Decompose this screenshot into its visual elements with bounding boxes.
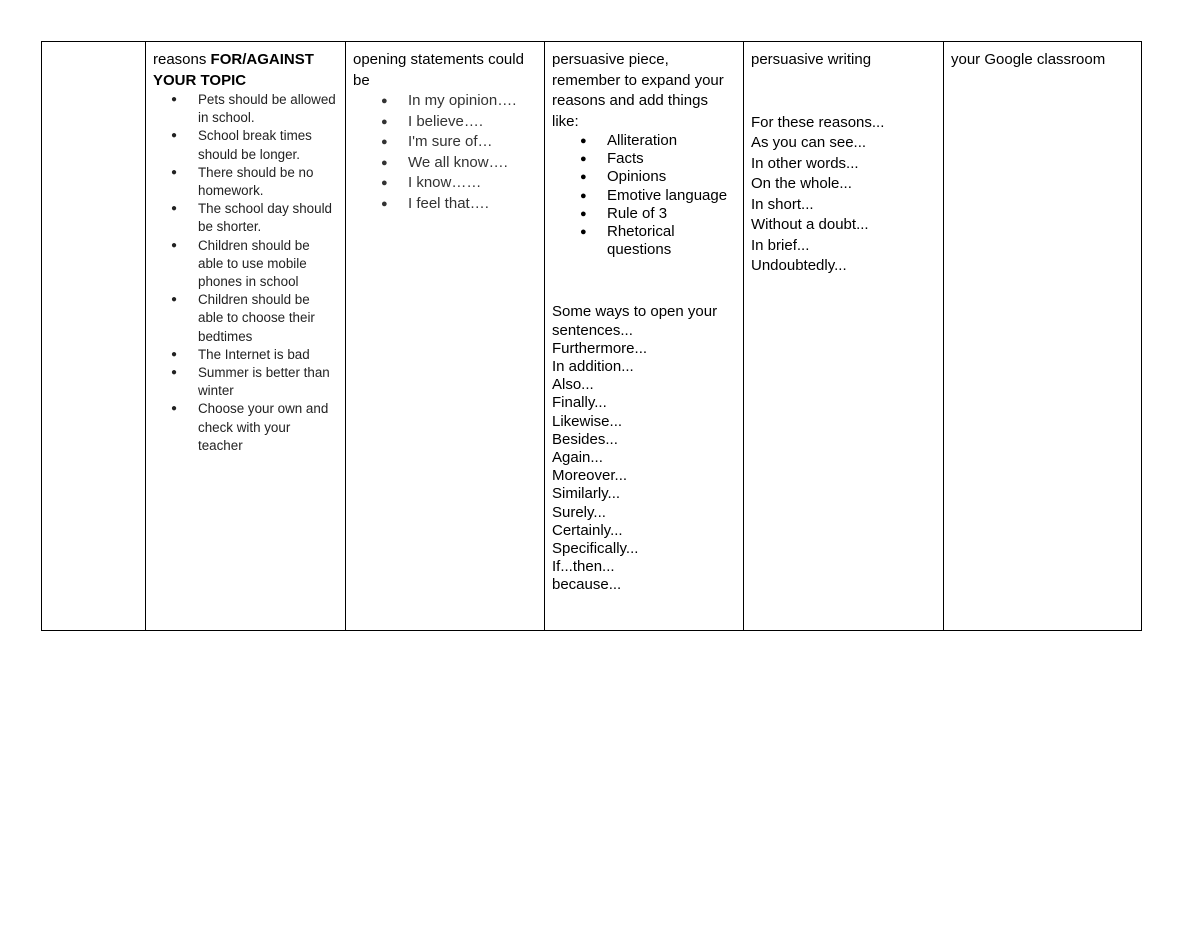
list-item-text: I feel that…. [408, 194, 489, 212]
bullet-icon: ● [580, 171, 587, 184]
piece-heading: persuasive piece, remember to expand your reasons and add things like: [552, 51, 724, 130]
list-item: In brief... [751, 236, 810, 254]
list-item [153, 364, 338, 400]
empty-cell [42, 42, 146, 631]
list-item [153, 237, 338, 292]
openers-list [353, 91, 537, 214]
writing-cell [744, 42, 944, 631]
bullet-icon: ● [171, 367, 178, 379]
bullet-icon: ● [381, 156, 388, 169]
list-item-text: Choose your own and check with your teacher [198, 401, 329, 453]
sentence-openers-heading: Some ways to open your sentences... [552, 303, 718, 339]
reasons-heading [153, 50, 338, 91]
list-item: Surely... [552, 503, 606, 521]
bullet-icon: ● [381, 177, 388, 189]
list-item: Again... [552, 449, 603, 467]
list-item [552, 150, 736, 168]
list-item: Also... [552, 376, 594, 394]
list-item-text: Pets should be allowed in school. [198, 92, 336, 126]
list-item-text: I know…… [408, 174, 482, 191]
bullet-icon: ● [580, 189, 587, 202]
bullet-icon: ● [171, 130, 178, 142]
list-item: In other words... [751, 154, 859, 172]
list-item: because... [552, 576, 622, 594]
bullet-icon: ● [381, 95, 388, 107]
list-item [353, 153, 537, 174]
bullet-icon: ● [580, 153, 587, 166]
list-item [353, 173, 537, 194]
list-item [153, 291, 338, 346]
list-item: As you can see... [751, 134, 867, 151]
list-item-text: The Internet is bad [198, 346, 310, 362]
list-item [552, 223, 736, 259]
spacer [751, 71, 936, 113]
list-item [353, 91, 537, 112]
bullet-icon: ● [580, 226, 587, 239]
list-item: For these reasons... [751, 113, 885, 131]
list-item: On the whole... [751, 175, 852, 192]
bullet-icon: ● [171, 166, 178, 178]
reasons-list [153, 91, 338, 455]
list-item-text: The school day should be shorter. [198, 201, 332, 235]
list-item: Undoubtedly... [751, 257, 847, 274]
list-item: Certainly... [552, 521, 623, 539]
list-item-text: Rule of 3 [607, 204, 668, 222]
list-item: Finally... [552, 394, 607, 412]
list-item [153, 91, 338, 127]
list-item: Furthermore... [552, 339, 648, 357]
list-item [552, 132, 736, 150]
list-item: In short... [751, 195, 814, 213]
classroom-cell [944, 42, 1142, 631]
writing-phrases-list [751, 113, 936, 277]
lesson-table [41, 41, 1142, 631]
list-item-text: We all know…. [408, 153, 508, 171]
sentence-openers-list [552, 340, 736, 595]
list-item-text: In my opinion…. [408, 92, 517, 109]
writing-heading: persuasive writing [751, 51, 872, 68]
list-item [353, 112, 537, 133]
bullet-icon: ● [171, 94, 178, 105]
list-item [552, 205, 736, 223]
bullet-icon: ● [171, 239, 178, 251]
list-item [552, 187, 736, 205]
list-item-text: Emotive language [607, 186, 728, 204]
list-item-text: Children should be able to choose their bedtimes [198, 292, 315, 344]
list-item: Besides... [552, 430, 618, 448]
techniques-list [552, 132, 736, 259]
list-item-text: Opinions [607, 168, 667, 186]
list-item [353, 132, 537, 153]
reasons-cell [146, 42, 346, 631]
list-item: Similarly... [552, 485, 621, 503]
list-item [153, 400, 338, 455]
bullet-icon: ● [580, 207, 587, 220]
bullet-icon: ● [580, 135, 587, 147]
list-item: In addition... [552, 358, 634, 376]
spacer [552, 259, 736, 303]
list-item: Moreover... [552, 467, 628, 485]
bullet-icon: ● [171, 203, 178, 215]
bullet-icon: ● [171, 294, 178, 306]
bullet-icon: ● [381, 115, 388, 128]
openers-heading: opening statements could be [353, 51, 524, 89]
list-item-text: School break times should be longer. [198, 128, 312, 162]
piece-cell [545, 42, 744, 631]
list-item: Specifically... [552, 540, 639, 558]
list-item-text: Alliteration [607, 132, 678, 149]
classroom-text: your Google classroom [951, 51, 1106, 68]
table-row [42, 42, 1142, 631]
reasons-heading-bold: FOR/AGAINST YOUR TOPIC [153, 51, 314, 89]
list-item-text: Summer is better than winter [198, 365, 330, 399]
bullet-icon: ● [381, 136, 388, 148]
list-item: Likewise... [552, 412, 623, 430]
bullet-icon: ● [381, 197, 388, 210]
bullet-icon: ● [171, 348, 178, 360]
list-item: If...then... [552, 558, 615, 576]
list-item-text: I believe…. [408, 112, 484, 130]
list-item [153, 346, 338, 364]
list-item [353, 194, 537, 215]
list-item-text: Children should be able to use mobile phones in school [198, 237, 310, 290]
list-item [153, 164, 338, 200]
list-item [552, 168, 736, 186]
openers-cell [346, 42, 545, 631]
bullet-icon: ● [171, 403, 178, 415]
list-item [153, 127, 338, 163]
list-item [153, 200, 338, 236]
list-item-text: There should be no homework. [198, 164, 314, 199]
reasons-heading-prefix: reasons [153, 51, 211, 68]
list-item: Without a doubt... [751, 216, 869, 233]
list-item-text: Rhetorical questions [607, 223, 675, 259]
list-item-text: I'm sure of… [408, 133, 493, 150]
list-item-text: Facts [607, 150, 644, 168]
